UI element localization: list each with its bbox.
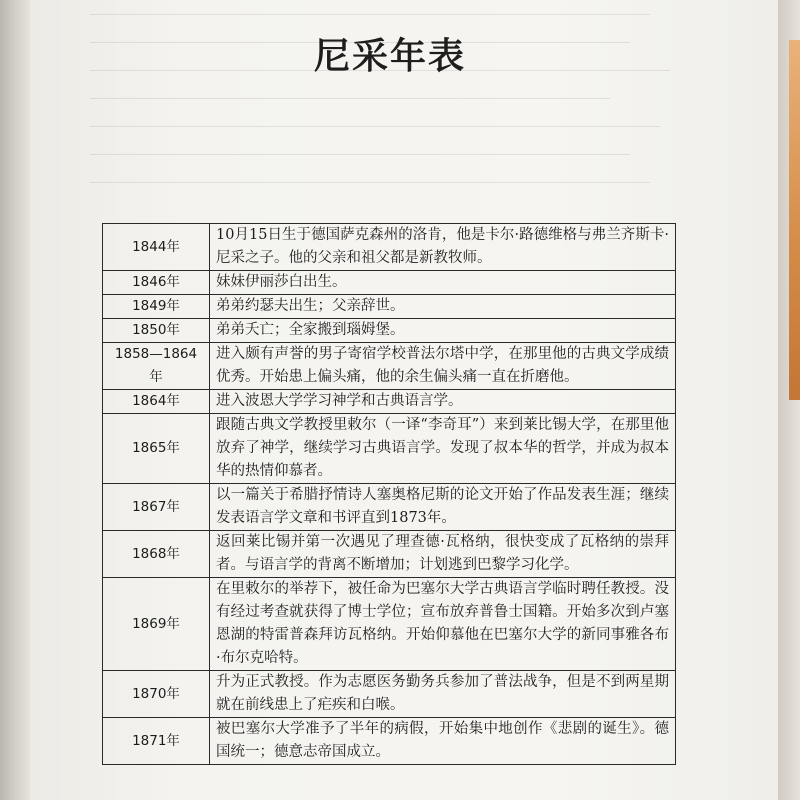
table-row	[103, 295, 676, 319]
year-cell: 1869年	[103, 578, 210, 671]
table-row	[103, 414, 676, 484]
page-title: 尼采年表	[313, 36, 466, 77]
event-cell: 在里敕尔的举荐下，被任命为巴塞尔大学古典语言学临时聘任教授。没有经过考查就获得了博士学位；宣布放弃普鲁士国籍。开始多次到卢塞恩湖的特雷普森拜访瓦格纳。开始仰慕他在巴塞尔大学的新同事雅各布·布尔克哈特。	[210, 578, 676, 671]
chronology-table	[102, 223, 676, 765]
book-gutter	[0, 0, 30, 800]
bookmark-strip	[789, 40, 800, 400]
year-cell: 1850年	[103, 319, 210, 343]
table-row	[103, 224, 676, 271]
table-row	[103, 718, 676, 765]
year-cell: 1870年	[103, 671, 210, 718]
year-cell: 1871年	[103, 718, 210, 765]
event-cell: 以一篇关于希腊抒情诗人塞奥格尼斯的论文开始了作品发表生涯；继续发表语言学文章和书评直到1873年。	[210, 484, 676, 531]
table-row	[103, 484, 676, 531]
table-row	[103, 343, 676, 390]
event-cell: 被巴塞尔大学准予了半年的病假，开始集中地创作《悲剧的诞生》。德国统一；德意志帝国成立。	[210, 718, 676, 765]
event-cell: 升为正式教授。作为志愿医务勤务兵参加了普法战争，但是不到两星期就在前线患上了疟疾和白喉。	[210, 671, 676, 718]
year-cell: 1849年	[103, 295, 210, 319]
table-row	[103, 271, 676, 295]
event-cell: 进入颇有声誉的男子寄宿学校普法尔塔中学，在那里他的古典文学成绩优秀。开始患上偏头痛，他的余生偏头痛一直在折磨他。	[210, 343, 676, 390]
event-cell: 10月15日生于德国萨克森州的洛肯，他是卡尔·路德维格与弗兰齐斯卡·尼采之子。他的父亲和祖父都是新教牧师。	[210, 224, 676, 271]
year-cell: 1858—1864年	[103, 343, 210, 390]
year-cell: 1844年	[103, 224, 210, 271]
event-cell: 跟随古典文学教授里敕尔（一译“李奇耳”）来到莱比锡大学，在那里他放弃了神学，继续学习古典语言学。发现了叔本华的哲学，并成为叔本华的热情仰慕者。	[210, 414, 676, 484]
year-cell: 1846年	[103, 271, 210, 295]
table-row	[103, 390, 676, 414]
event-cell: 弟弟约瑟夫出生；父亲辞世。	[210, 295, 676, 319]
year-cell: 1865年	[103, 414, 210, 484]
table-row	[103, 531, 676, 578]
table-row	[103, 671, 676, 718]
year-cell: 1867年	[103, 484, 210, 531]
event-cell: 返回莱比锡并第一次遇见了理查德·瓦格纳，很快变成了瓦格纳的崇拜者。与语言学的背离不断增加；计划逃到巴黎学习化学。	[210, 531, 676, 578]
event-cell: 弟弟夭亡；全家搬到瑙姆堡。	[210, 319, 676, 343]
year-cell: 1868年	[103, 531, 210, 578]
table-row	[103, 578, 676, 671]
year-cell: 1864年	[103, 390, 210, 414]
event-cell: 妹妹伊丽莎白出生。	[210, 271, 676, 295]
table-row	[103, 319, 676, 343]
event-cell: 进入波恩大学学习神学和古典语言学。	[210, 390, 676, 414]
